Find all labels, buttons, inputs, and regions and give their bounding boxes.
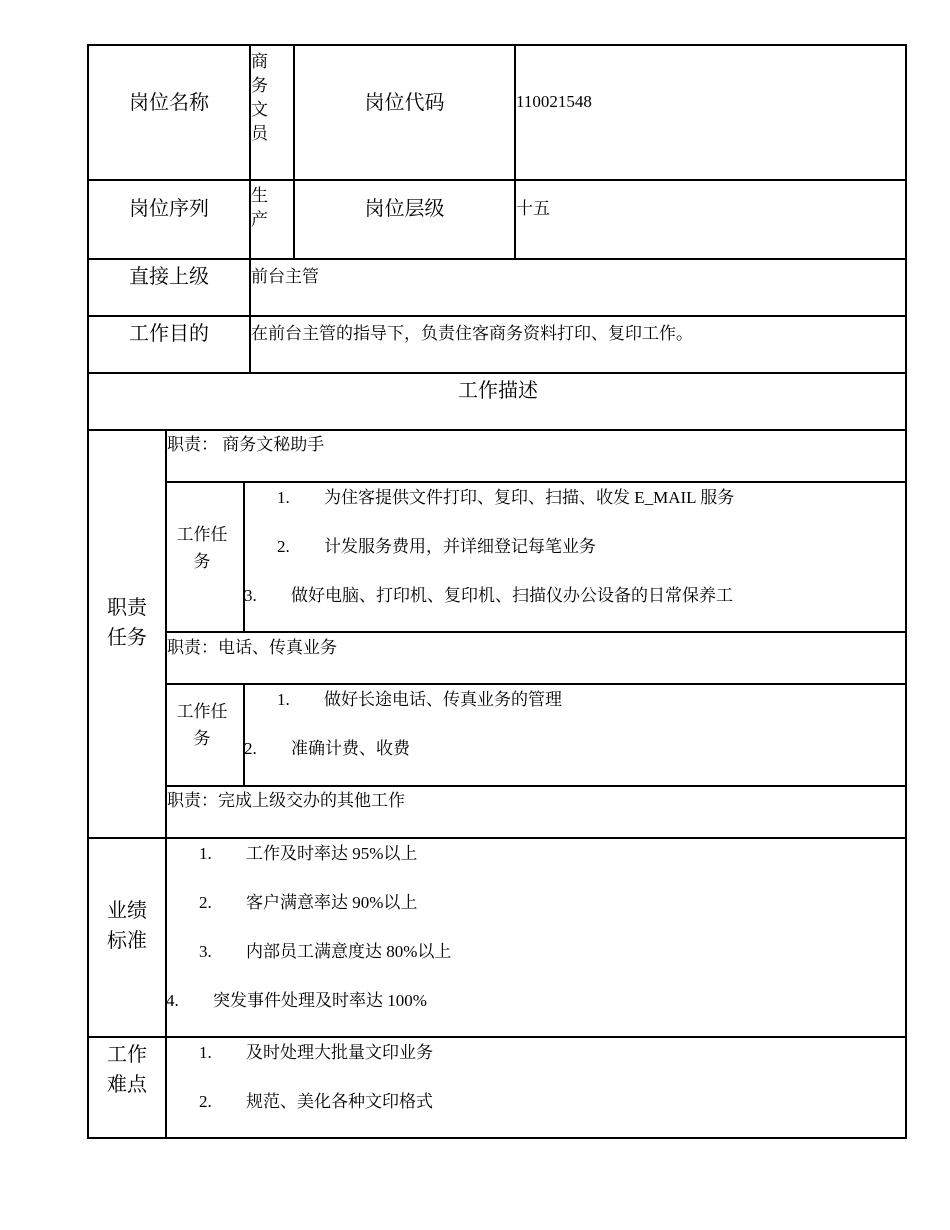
- duty-divider: [165, 631, 907, 633]
- superior-value: 前台主管: [251, 267, 319, 286]
- row-divider: [87, 837, 907, 839]
- standard-item: 客户满意率达 90%以上: [246, 893, 418, 912]
- post-code-label: 岗位代码: [364, 92, 445, 114]
- post-name-value: 商务文员: [251, 52, 268, 143]
- post-series-value: 生产: [251, 186, 268, 229]
- standard-number: 2.: [199, 893, 212, 912]
- performance-label-line1: 业绩: [107, 900, 147, 922]
- duties-label: [89, 593, 165, 653]
- post-level-label: 岗位层级: [364, 198, 445, 220]
- post-level-value: 十五: [516, 199, 550, 218]
- standard-number: 4.: [166, 991, 179, 1010]
- col-divider: [243, 481, 245, 632]
- duty-divider: [165, 481, 907, 483]
- duties-label-line2: 任务: [107, 627, 147, 649]
- duties-label-line1: 职责: [107, 597, 147, 619]
- task-label: 工作任务: [176, 702, 228, 748]
- duty-title: 职责：电话、传真业务: [167, 638, 337, 657]
- difficulty-label: [89, 1040, 165, 1100]
- difficulty-label-line2: 难点: [107, 1074, 147, 1096]
- performance-label: [89, 896, 165, 956]
- standard-item: 内部员工满意度达 80%以上: [246, 942, 452, 961]
- col-divider: [293, 44, 295, 259]
- col-divider: [243, 683, 245, 786]
- task-item: 做好电脑、打印机、复印机、扫描仪办公设备的日常保养工: [291, 586, 733, 605]
- difficulty-item: 规范、美化各种文印格式: [246, 1092, 433, 1111]
- row-divider: [87, 258, 907, 260]
- task-item: 做好长途电话、传真业务的管理: [324, 690, 562, 709]
- post-name-label: 岗位名称: [129, 92, 209, 114]
- standard-number: 1.: [199, 844, 212, 863]
- performance-label-line2: 标准: [107, 930, 147, 952]
- standard-item: 突发事件处理及时率达 100%: [213, 991, 427, 1010]
- work-description-title: 工作描述: [458, 380, 538, 402]
- purpose-label: 工作目的: [129, 323, 209, 345]
- task-item: 准确计费、收费: [291, 739, 410, 758]
- row-divider: [87, 429, 907, 431]
- row-divider: [87, 1036, 907, 1038]
- row-divider: [87, 315, 907, 317]
- task-number: 1.: [277, 488, 290, 507]
- task-number: 2.: [244, 739, 257, 758]
- difficulty-number: 1.: [199, 1043, 212, 1062]
- duty-divider: [165, 683, 907, 685]
- difficulty-number: 2.: [199, 1092, 212, 1111]
- superior-label: 直接上级: [129, 266, 209, 288]
- duty-title: 职责： 商务文秘助手: [167, 435, 325, 454]
- row-divider: [87, 372, 907, 374]
- task-number: 1.: [277, 690, 290, 709]
- task-item: 计发服务费用，并详细登记每笔业务: [324, 537, 596, 556]
- row-divider: [87, 179, 907, 181]
- task-label: 工作任务: [176, 525, 228, 571]
- duty-title: 职责：完成上级交办的其他工作: [167, 791, 405, 810]
- post-series-label: 岗位序列: [129, 198, 209, 220]
- post-code-value: 110021548: [516, 92, 592, 111]
- standard-item: 工作及时率达 95%以上: [246, 844, 418, 863]
- difficulty-label-line1: 工作: [107, 1044, 147, 1066]
- task-number: 2.: [277, 537, 290, 556]
- standard-number: 3.: [199, 942, 212, 961]
- task-number: 3.: [244, 586, 257, 605]
- col-divider: [514, 44, 516, 259]
- col-divider: [165, 429, 167, 1139]
- purpose-value: 在前台主管的指导下，负责住客商务资料打印、复印工作。: [251, 324, 693, 343]
- duty-divider: [165, 785, 907, 787]
- difficulty-item: 及时处理大批量文印业务: [246, 1043, 433, 1062]
- task-item: 为住客提供文件打印、复印、扫描、收发 E_MAIL 服务: [324, 488, 735, 507]
